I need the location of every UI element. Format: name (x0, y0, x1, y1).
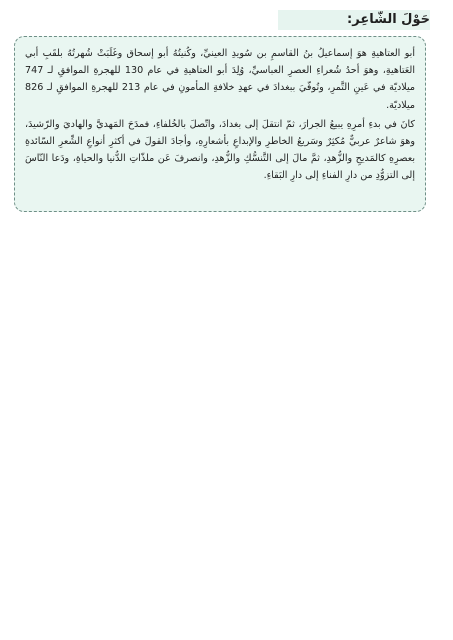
poet-info-box (14, 36, 426, 212)
paragraph-biography: أبو العتاهيةِ هوَ إسماعيلُ بنُ القاسمِ بن سُويدِ العينيِّ، وكُنيتُهُ أبو إسحاق وغَلَبَتْ شُهرتُهُ بلقَبِ أبي العَتاهيةِ، وهوَ أحدُ شُعراءِ العصرِ العباسيِّ، وُلِدَ أبو العتاهيةِ في عام 130 للهجرةِ الموافقِ لـ 747 ميلاديّة في عَينِ التَّمرِ، وتُوفّيَ ببغدادَ في عهدِ خلافةِ المأمونِ في عام 213 للهجرةِ الموافقِ لـ 826 ميلاديّة. (25, 48, 416, 111)
heading-bar (278, 10, 430, 30)
paragraph-career: كانَ في بدءِ أمرِهِ يبيعُ الجرارَ، ثمّ انتقلَ إلى بغدادَ، واتّصلَ بالخُلفاءِ، فمدَحَ المَهديَّ والهاديَ والرّشيدَ، وهوَ شاعرٌ عربيٌّ مُكثِرٌ وسَريعُ الخاطرِ والإبداعِ بأشعارِهِ، وأجادَ القولَ في أكثرِ أنواعِ الشِّعرِ السّائدةِ بعصرِهِ كالمَديحِ والزُّهدِ، ثمَّ مالَ إلى التَّنسُّكِ والزُّهدِ، وانصرفَ عَن ملذّاتِ الدُّنيا والحياةِ، ودَعا النّاسَ إلى التزوُّدِ من دارِ الفناءِ إلى دارِ البَقاءِ. (25, 118, 415, 182)
section-heading: حَوْلَ الشّاعِر: (347, 12, 430, 27)
